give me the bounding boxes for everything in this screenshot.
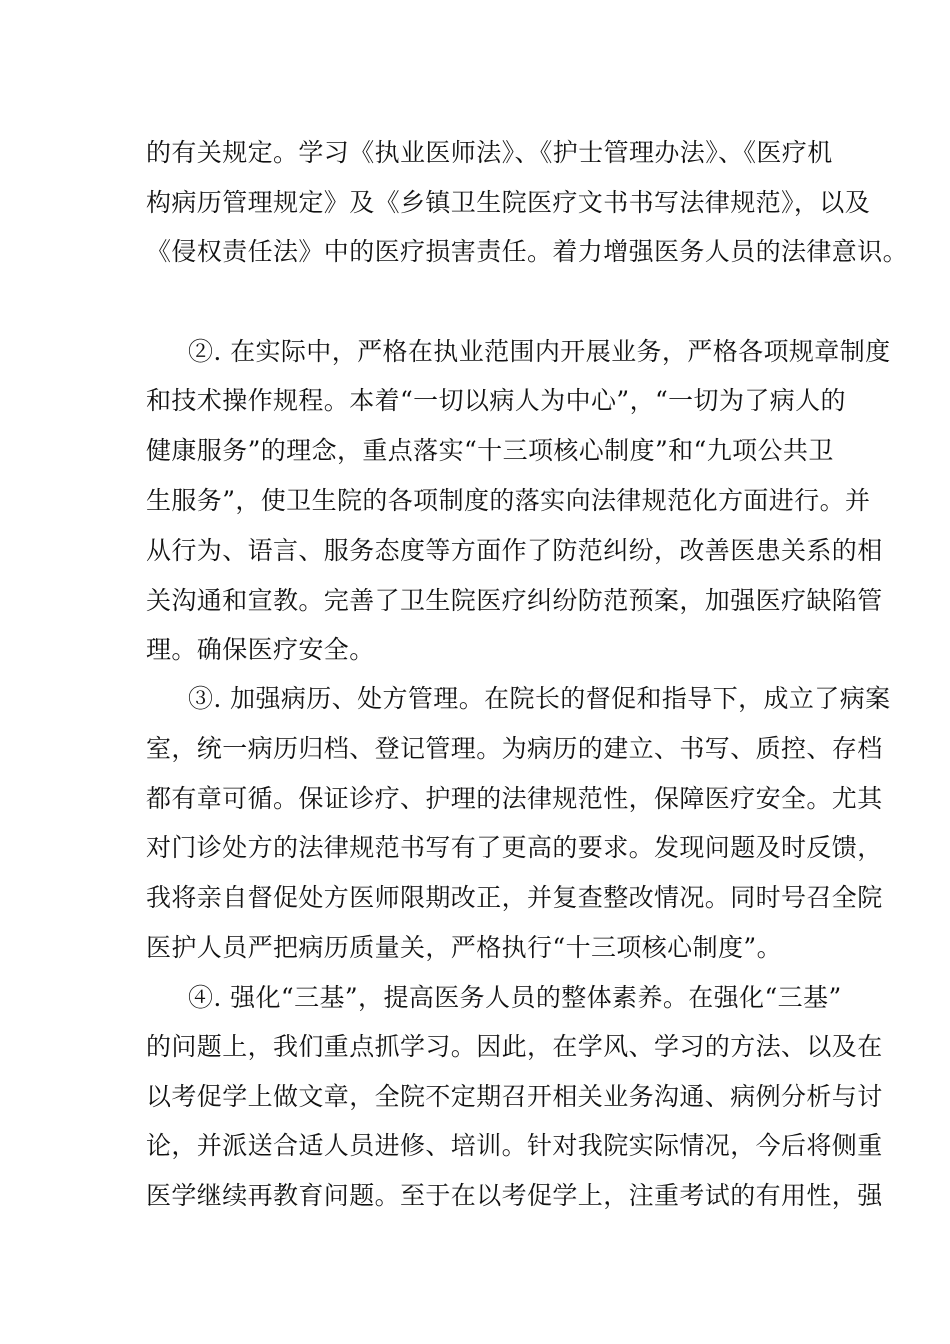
paragraph-line: ②. 在实际中，严格在执业范围内开展业务，严格各项规章制度 [188,337,891,366]
paragraph-line: 健康服务”的理念，重点落实“十三项核心制度”和“九项公共卫 [146,436,834,465]
paragraph-line: 生服务”，使卫生院的各项制度的落实向法律规范化方面进行。并 [146,486,871,515]
paragraph-line: 对门诊处方的法律规范书写有了更高的要求。发现问题及时反馈， [146,833,883,862]
paragraph-line: 《侵权责任法》中的医疗损害责任。着力增强医务人员的法律意识。 [146,237,909,266]
paragraph-line: 都有章可循。保证诊疗、护理的法律规范性，保障医疗安全。尤其 [146,784,883,813]
paragraph-line: 我将亲自督促处方医师限期改正，并复查整改情况。同时号召全院 [146,883,883,912]
paragraph-line: 论，并派送合适人员进修、培训。针对我院实际情况，今后将侧重 [146,1131,883,1160]
paragraph-line: 以考促学上做文章，全院不定期召开相关业务沟通、病例分析与讨 [146,1082,883,1111]
paragraph-line: 理。确保医疗安全。 [146,635,375,664]
paragraph-line: 室，统一病历归档、登记管理。为病历的建立、书写、质控、存档 [146,734,883,763]
paragraph-line: 和技术操作规程。本着“一切以病人为中心”，“一切为了病人的 [146,386,846,415]
paragraph-line: ③. 加强病历、处方管理。在院长的督促和指导下，成立了病案 [188,684,891,713]
paragraph-line: 构病历管理规定》及《乡镇卫生院医疗文书书写法律规范》，以及 [146,188,871,217]
paragraph-line: 医护人员严把病历质量关，严格执行“十三项核心制度”。 [146,933,782,962]
paragraph-line: 的问题上，我们重点抓学习。因此，在学风、学习的方法、以及在 [146,1032,883,1061]
paragraph-line: ④. 强化“三基”，提高医务人员的整体素养。在强化“三基” [188,983,842,1012]
paragraph-line: 的有关规定。学习《执业医师法》、《护士管理办法》、《医疗机 [146,138,833,167]
paragraph-line: 关沟通和宣教。完善了卫生院医疗纠纷防范预案，加强医疗缺陷管 [146,586,883,615]
paragraph-line: 医学继续再教育问题。至于在以考促学上，注重考试的有用性，强 [146,1181,883,1210]
paragraph-line: 从行为、语言、服务态度等方面作了防范纠纷，改善医患关系的相 [146,536,883,565]
